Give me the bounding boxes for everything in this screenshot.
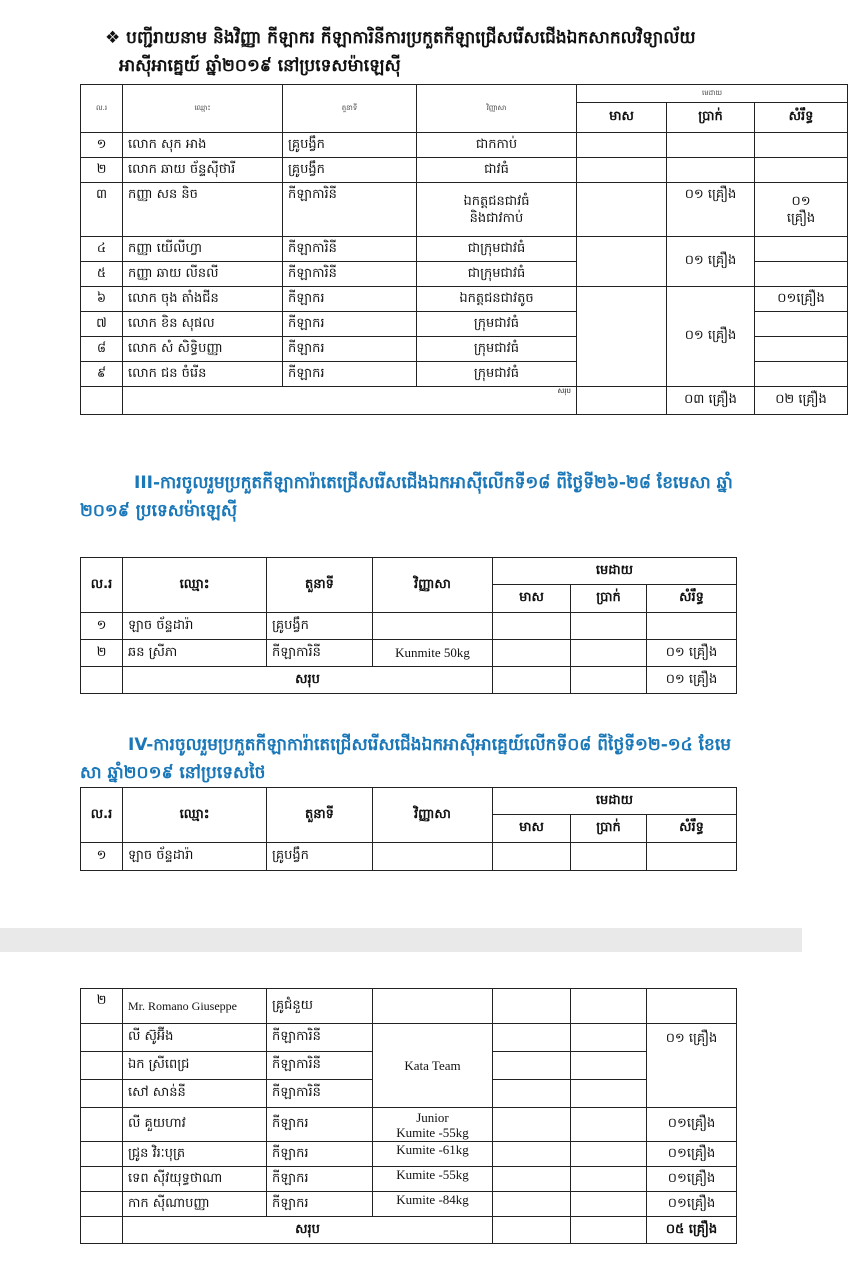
section-ii-title: [105, 24, 696, 80]
row-bronze: ០១គ្រឿង: [647, 1142, 737, 1167]
kata-bronze: ០១ គ្រឿង: [647, 1024, 737, 1108]
row-bronze: [647, 613, 737, 640]
row-silver: [571, 1052, 647, 1080]
header-medal: មេដាយ: [493, 788, 737, 815]
row-role: កីឡាករ: [267, 1108, 373, 1142]
row-no: [81, 1052, 123, 1080]
row-role: កីឡាការិនី: [283, 183, 417, 237]
section-ii-table: [80, 84, 848, 415]
header-event: វិញ្ញាសា: [373, 558, 493, 613]
section-iv-table-continued: [80, 988, 737, 1244]
row-gold: [493, 1108, 571, 1142]
row-gold: [493, 1052, 571, 1080]
row-bronze: [755, 337, 848, 362]
header-gold: មាស: [493, 815, 571, 843]
row-silver: [571, 1167, 647, 1192]
table-row: [81, 183, 848, 237]
total-row: [81, 667, 737, 694]
row-no: ១: [81, 843, 123, 871]
section-ii-title-line1: ❖ បញ្ជីរាយនាម និងវិញ្ញា កីឡាករ កីឡាការិនីការប្រកួតកីឡាជ្រើសរើសជើងឯកសាកលវិទ្យាល័យ: [105, 28, 696, 48]
row-gold: [577, 237, 667, 287]
row-role: គ្រូបង្វឹក: [267, 843, 373, 871]
row-gold: [493, 640, 571, 667]
row-gold: [577, 287, 667, 387]
row-event-line2: Kumite -55kg: [396, 1124, 469, 1140]
table-row: [81, 287, 848, 312]
total-gold: [493, 1217, 571, 1244]
total-label: សរុប: [123, 1217, 493, 1244]
row-event: [373, 1108, 493, 1142]
row-role: កីឡាការិនី: [267, 1080, 373, 1108]
row-no: ៦: [81, 287, 123, 312]
row-gold: [577, 158, 667, 183]
row-event: Kunmite 50kg: [373, 640, 493, 667]
header-name: ឈ្មោះ: [123, 788, 267, 843]
row-event: ក្រុមជាវធំ: [417, 312, 577, 337]
header-gold: មាស: [577, 103, 667, 133]
row-event: ជាវធំ: [417, 158, 577, 183]
row-bronze: [647, 843, 737, 871]
row-role: គ្រូបង្វឹក: [283, 133, 417, 158]
table-row: [81, 843, 737, 871]
row-bronze: [755, 158, 848, 183]
row-name: ឯក ស្រីពេជ្រ: [123, 1052, 267, 1080]
row-bronze: ០១គ្រឿង: [755, 287, 848, 312]
row-name: លី គួយហាវ: [123, 1108, 267, 1142]
row-event: [373, 989, 493, 1024]
section-iii-title-line1: III-ការចូលរួមប្រកួតកីឡាការ៉ាតេជ្រើសរើសជើងឯកអាស៊ីលើកទី១៨ ពីថ្ងៃទី២៦-២៨ ខែមេសា ឆ្នាំ: [134, 473, 733, 493]
row-role: គ្រូបង្វឹក: [267, 613, 373, 640]
total-row: [81, 1217, 737, 1244]
row-no: ២: [81, 158, 123, 183]
row-name: ជ្រូន វិរៈបុត្រ: [123, 1142, 267, 1167]
header-role: តួនាទី: [267, 788, 373, 843]
total-gold: [577, 387, 667, 415]
row-no: [81, 1192, 123, 1217]
row-event: Kumite -55kg: [373, 1167, 493, 1192]
header-role: តួនាទី: [283, 85, 417, 133]
header-bronze: សំរឹទ្ធ: [647, 585, 737, 613]
section-iv-title-line1: IV-ការចូលរួមប្រកួតកីឡាការ៉ាតេជ្រើសរើសជើងឯកអាស៊ីអាគ្នេយ៍លើកទី០៨ ពីថ្ងៃទី១២-១៤ ខែមេ: [128, 735, 732, 755]
row-bronze: [755, 362, 848, 387]
row-gold: [577, 183, 667, 237]
row-event: [373, 843, 493, 871]
row-gold: [577, 133, 667, 158]
row-role: គ្រូជំនួយ: [267, 989, 373, 1024]
section-iii-title-line2: ២០១៩ ប្រទេសម៉ាឡេស៊ី: [80, 501, 238, 521]
row-event: ជាក្រុមជាវធំ: [417, 237, 577, 262]
row-name: លោក សុក អាង: [123, 133, 283, 158]
row-name: លោក សំ សិទ្ធិបញ្ញា: [123, 337, 283, 362]
header-bronze: សំរឹទ្ធ: [647, 815, 737, 843]
row-bronze: [755, 312, 848, 337]
header-silver: ប្រាក់: [571, 815, 647, 843]
total-silver: [571, 667, 647, 694]
row-name: លី ស៊ូអ៊ីង: [123, 1024, 267, 1052]
row-gold: [493, 989, 571, 1024]
row-name: កញ្ញា ឆាយ លីនលី: [123, 262, 283, 287]
row-name: លោក ខិន សុផល: [123, 312, 283, 337]
table-row: [81, 1167, 737, 1192]
row-no: ៤: [81, 237, 123, 262]
section-iv-title: [80, 731, 770, 787]
row-gold: [493, 1142, 571, 1167]
row-event: ជាក្រុមជាវធំ: [417, 262, 577, 287]
row-no: [81, 1108, 123, 1142]
silver-group-4-5: ០១ គ្រឿង: [667, 237, 755, 287]
row-gold: [493, 843, 571, 871]
table-row: [81, 1192, 737, 1217]
row-bronze: [647, 989, 737, 1024]
table-row: [81, 640, 737, 667]
header-no: ល.រ: [81, 85, 123, 133]
header-event: វិញ្ញាសា: [373, 788, 493, 843]
row-silver: [667, 158, 755, 183]
row-silver: [571, 640, 647, 667]
row-silver: [667, 133, 755, 158]
header-role: តួនាទី: [267, 558, 373, 613]
row-name: កញ្ញា យើលីហ្វា: [123, 237, 283, 262]
row-role: កីឡាករ: [267, 1192, 373, 1217]
header-event: វិញ្ញាសា: [417, 85, 577, 133]
row-bronze: ០១គ្រឿង: [647, 1108, 737, 1142]
row-name: លោក ចុង តាំងជីន: [123, 287, 283, 312]
total-bronze: ០៥ គ្រឿង: [647, 1217, 737, 1244]
row-role: គ្រូបង្វឹក: [283, 158, 417, 183]
row-gold: [493, 1080, 571, 1108]
row-bronze: ០១គ្រឿង: [647, 1192, 737, 1217]
document-page-2: [0, 952, 802, 1280]
row-role: កីឡាការិនី: [283, 262, 417, 287]
row-name: Mr. Romano Giuseppe: [123, 989, 267, 1024]
header-medal: មេដាយ: [577, 85, 848, 103]
section-iii-title: [80, 469, 770, 525]
section-iv-table: [80, 787, 737, 871]
header-no: ល.រ: [81, 558, 123, 613]
row-silver: [571, 843, 647, 871]
row-event: ឯកត្តជនជាវតូច: [417, 287, 577, 312]
row-bronze: [755, 133, 848, 158]
row-bronze-line1: ០១: [791, 193, 811, 209]
total-silver: ០៣ គ្រឿង: [667, 387, 755, 415]
row-gold: [493, 613, 571, 640]
row-role: កីឡាករ: [267, 1167, 373, 1192]
row-bronze: ០១ គ្រឿង: [647, 640, 737, 667]
header-bronze: សំរឹទ្ធ: [755, 103, 848, 133]
section-iv-title-line2: សា ឆ្នាំ២០១៩ នៅប្រទេសថៃ: [80, 763, 266, 783]
row-bronze: [755, 183, 848, 237]
row-no: [81, 1080, 123, 1108]
row-name: កាក ស៊ីណាបញ្ញា: [123, 1192, 267, 1217]
row-bronze: ០១គ្រឿង: [647, 1167, 737, 1192]
header-no: ល.រ: [81, 788, 123, 843]
row-no: ៨: [81, 337, 123, 362]
row-silver: [571, 613, 647, 640]
row-silver: [571, 1192, 647, 1217]
row-event: Kumite -61kg: [373, 1142, 493, 1167]
total-row: [81, 387, 848, 415]
row-event: [417, 183, 577, 237]
row-bronze: [755, 262, 848, 287]
row-event-line1: ឯកត្តជនជាវធំ: [463, 193, 530, 209]
row-no: ១: [81, 133, 123, 158]
row-silver: [571, 989, 647, 1024]
total-label: សរុប: [123, 667, 493, 694]
row-no: ៣: [81, 183, 123, 237]
table-row: [81, 158, 848, 183]
header-silver: ប្រាក់: [667, 103, 755, 133]
table-row: [81, 613, 737, 640]
row-no: ៥: [81, 262, 123, 287]
silver-group-6-9: ០១ គ្រឿង: [667, 287, 755, 387]
row-role: កីឡាការិនី: [267, 1052, 373, 1080]
row-role: កីឡាករ: [283, 362, 417, 387]
table-row: [81, 1108, 737, 1142]
table-row: [81, 1024, 737, 1052]
row-event: ក្រុមជាវធំ: [417, 362, 577, 387]
row-no: [81, 1024, 123, 1052]
row-no: ២: [81, 989, 123, 1024]
row-name: ទេព ស៊ីវយុទ្ធថាណា: [123, 1167, 267, 1192]
section-iii-table: [80, 557, 737, 694]
row-name: កញ្ញា សន និច: [123, 183, 283, 237]
row-event-line2: និងជាវកាប់: [469, 210, 524, 226]
table-row: [81, 989, 737, 1024]
row-no: ១: [81, 613, 123, 640]
row-name: លោក ជន ចំរើន: [123, 362, 283, 387]
row-silver: [571, 1024, 647, 1052]
header-gold: មាស: [493, 585, 571, 613]
header-silver: ប្រាក់: [571, 585, 647, 613]
row-event: ជាកកាប់: [417, 133, 577, 158]
row-gold: [493, 1024, 571, 1052]
row-role: កីឡាការិនី: [267, 1024, 373, 1052]
row-event: [373, 613, 493, 640]
row-event: ក្រុមជាវធំ: [417, 337, 577, 362]
row-bronze-line2: គ្រឿង: [786, 210, 816, 226]
row-event-line1: Junior: [416, 1109, 449, 1125]
row-name: សៅ សាន់នី: [123, 1080, 267, 1108]
row-gold: [493, 1192, 571, 1217]
row-role: កីឡាការិនី: [267, 640, 373, 667]
page-gap: [0, 928, 802, 952]
table-row: [81, 237, 848, 262]
header-name: ឈ្មោះ: [123, 558, 267, 613]
table-row: [81, 1142, 737, 1167]
row-role: កីឡាករ: [267, 1142, 373, 1167]
total-bronze: ០១ គ្រឿង: [647, 667, 737, 694]
row-silver: [571, 1108, 647, 1142]
total-silver: [571, 1217, 647, 1244]
row-gold: [493, 1167, 571, 1192]
header-name: ឈ្មោះ: [123, 85, 283, 133]
row-role: កីឡាករ: [283, 287, 417, 312]
section-ii-title-line2: អាស៊ីអាគ្នេយ៍ ឆ្នាំ២០១៩ នៅប្រទេសម៉ាឡេស៊ី: [119, 56, 401, 76]
total-label: សរុប: [123, 387, 577, 415]
kata-event: Kata Team: [373, 1024, 493, 1108]
total-gold: [493, 667, 571, 694]
row-name: ឆន ស្រីភា: [123, 640, 267, 667]
header-medal: មេដាយ: [493, 558, 737, 585]
row-no: ៩: [81, 362, 123, 387]
row-name: លោក ឆាយ ច័ន្ទស៊ីថារី: [123, 158, 283, 183]
row-role: កីឡាករ: [283, 312, 417, 337]
row-bronze: [755, 237, 848, 262]
row-role: កីឡាករ: [283, 337, 417, 362]
total-bronze: ០២ គ្រឿង: [755, 387, 848, 415]
row-no: [81, 1167, 123, 1192]
row-silver: ០១ គ្រឿង: [667, 183, 755, 237]
row-name: ឡាច ច័ន្ទដារ៉ា: [123, 613, 267, 640]
row-no: ២: [81, 640, 123, 667]
table-row: [81, 133, 848, 158]
row-role: កីឡាការិនី: [283, 237, 417, 262]
row-no: [81, 1142, 123, 1167]
row-no: ៧: [81, 312, 123, 337]
row-name: ឡាច ច័ន្ទដារ៉ា: [123, 843, 267, 871]
row-silver: [571, 1142, 647, 1167]
row-silver: [571, 1080, 647, 1108]
row-event: Kumite -84kg: [373, 1192, 493, 1217]
